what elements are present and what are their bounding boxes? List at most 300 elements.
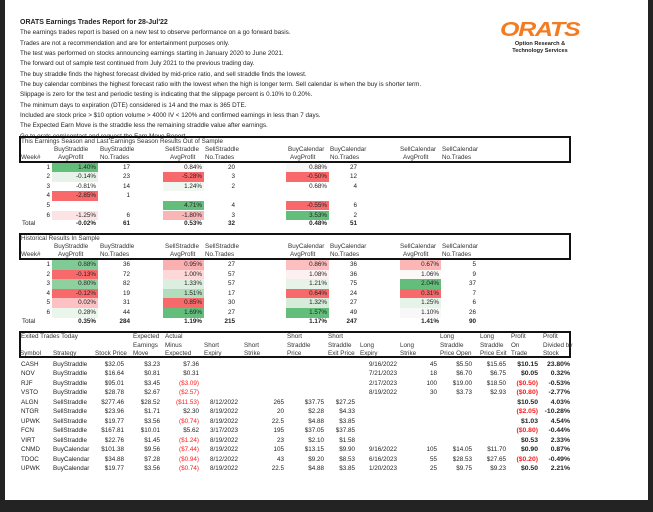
long-straddle-price-exit-cell <box>478 436 508 446</box>
intro-line: The buy straddle finds the highest forecast divided by mid-price ratio, and sell straddle finds the lowest. <box>20 70 307 78</box>
short-straddle-price-cell <box>287 388 326 398</box>
symbol-cell: NTGR <box>21 408 39 416</box>
column-header: No.Trades <box>442 154 472 161</box>
buy-calendar-avg-profit-cell: 1.08% <box>286 270 329 280</box>
week-number: 5 <box>46 201 50 209</box>
expected-move-cell: $9.56 <box>144 446 160 454</box>
symbol-cell: CASH <box>21 361 39 368</box>
week-number: 3 <box>46 280 50 288</box>
strategy-cell: SellStraddle <box>53 417 87 425</box>
long-strike-cell: 100 <box>426 379 437 387</box>
stock-price-cell: $34.88 <box>104 455 124 463</box>
buy-straddle-trades-cell <box>100 201 132 211</box>
column-header: Expected <box>133 333 160 340</box>
buy-straddle-avg-profit-cell: 0.28% <box>52 308 98 318</box>
sell-straddle-trades-cell: 3 <box>231 173 235 181</box>
actual-minus-expected-cell: $7.36 <box>183 361 199 368</box>
column-header: No.Trades <box>205 154 235 161</box>
sell-calendar-trades-cell: 37 <box>468 280 476 288</box>
sell-calendar-trades-cell: 5 <box>472 261 476 268</box>
profit-on-trade-cell: $1.03 <box>520 417 538 425</box>
column-header: SellCalendar <box>442 242 479 250</box>
sell-calendar-avg-profit-cell: 1.25% <box>400 298 441 308</box>
sell-calendar-trades-cell <box>442 201 478 211</box>
sell-straddle-trades-cell: 20 <box>227 163 235 171</box>
buy-calendar-avg-profit-cell: 0.64% <box>286 289 329 299</box>
symbol-cell: NOV <box>21 370 35 378</box>
long-expiry-cell <box>360 398 399 408</box>
strategy-cell: BuyStraddle <box>53 370 88 378</box>
buy-calendar-trades-cell: 4 <box>353 182 357 190</box>
stock-price-cell: $277.46 <box>101 398 124 406</box>
profit-divided-by-stock-cell: -2.77% <box>548 389 570 397</box>
long-strike-cell: 55 <box>429 455 437 463</box>
short-straddle-exit-price-cell: $3.85 <box>339 464 355 472</box>
intro-line: Go to orats.com\contact and request the Earn Move Report. <box>20 132 187 140</box>
actual-minus-expected-cell: ($0.74) <box>179 464 199 472</box>
sell-straddle-avg-profit-cell: 0.85% <box>163 298 204 308</box>
column-header: No.Trades <box>100 251 130 258</box>
stock-price-cell: $19.77 <box>104 464 124 472</box>
total-buy-straddle-avg-profit: -0.02% <box>76 220 96 228</box>
buy-straddle-avg-profit-cell: 0.88% <box>52 260 98 270</box>
buy-straddle-trades-cell: 31 <box>122 299 130 307</box>
strategy-cell: BuyCalendar <box>53 446 90 454</box>
buy-calendar-trades-cell: 36 <box>349 261 357 268</box>
column-header: AvgProfit <box>58 154 84 161</box>
buy-straddle-avg-profit-cell: -1.25% <box>52 211 98 221</box>
short-straddle-price-cell <box>287 379 326 389</box>
column-header: Stock <box>543 350 559 358</box>
expected-move-cell: $0.81 <box>144 370 160 378</box>
report-title: ORATS Earnings Trades Report for 28-Jul'22 <box>20 19 168 26</box>
column-header: Expiry <box>360 350 378 358</box>
sell-straddle-trades-cell: 30 <box>227 299 235 307</box>
buy-straddle-avg-profit-cell: -0.13% <box>52 270 98 280</box>
sell-calendar-trades-cell: 6 <box>472 299 476 307</box>
sell-calendar-avg-profit-cell <box>400 182 441 192</box>
week-number: 1 <box>46 163 50 171</box>
total-sell-calendar-avg-profit <box>400 219 441 229</box>
strategy-cell: SellStraddle <box>53 436 87 444</box>
long-straddle-price-exit-cell: $2.93 <box>490 389 506 397</box>
intro-line: The buy calendar combines the highest forecast ratio with the lowest when the high is longer term. Sell calendar is when the buy is shorter term. <box>20 81 422 89</box>
sell-straddle-avg-profit-cell: 4.71% <box>163 201 204 211</box>
intro-line: The earnings trades report is based on a new test to observe performance on a go forward basis. <box>20 29 291 37</box>
column-header: BuyCalendar <box>330 145 367 153</box>
profit-on-trade-cell: ($0.50) <box>516 379 538 387</box>
long-straddle-price-exit-cell: $9.23 <box>490 464 506 472</box>
symbol-cell: VIRT <box>21 436 36 444</box>
profit-on-trade-cell: ($0.20) <box>516 455 538 463</box>
sell-straddle-avg-profit-cell: 1.24% <box>163 182 204 192</box>
expected-move-cell: $3.56 <box>144 464 160 472</box>
profit-on-trade-cell: ($0.80) <box>516 389 538 397</box>
symbol-cell: VSTO <box>21 389 39 397</box>
buy-straddle-trades-cell: 82 <box>122 280 130 288</box>
sell-calendar-trades-cell <box>442 163 478 173</box>
profit-divided-by-stock-cell: 2.33% <box>550 436 570 444</box>
short-straddle-exit-price-cell: $3.85 <box>339 417 355 425</box>
buy-straddle-trades-cell: 19 <box>122 289 130 297</box>
sell-calendar-trades-cell: 26 <box>468 309 476 316</box>
short-straddle-price-cell: $37.75 <box>304 398 324 406</box>
long-expiry-cell: 6/16/2023 <box>368 455 397 463</box>
stock-price-cell: $23.96 <box>104 408 124 416</box>
long-straddle-price-open-cell <box>440 426 474 436</box>
column-header: SellCalendar <box>442 145 479 153</box>
sell-straddle-avg-profit-cell: 0.84% <box>163 163 204 173</box>
long-straddle-price-exit-cell <box>478 407 508 417</box>
column-header: Earnings <box>133 341 158 349</box>
column-header: On <box>511 341 520 349</box>
column-header: Strike <box>400 350 417 358</box>
column-header: Short <box>204 341 220 349</box>
column-header: No.Trades <box>330 251 360 258</box>
long-straddle-price-exit-cell: $15.65 <box>486 361 506 368</box>
intro-line: Slippage is zero for the test and periodic testing is indicating that the slippage percent is 0.10% to 0.20%. <box>20 91 313 99</box>
total-sell-straddle-trades: 215 <box>224 317 235 325</box>
short-strike-cell <box>250 369 286 379</box>
profit-divided-by-stock-cell: 0.87% <box>550 446 570 454</box>
long-expiry-cell: 7/21/2023 <box>368 370 397 378</box>
short-expiry-cell: 8/19/2022 <box>210 417 239 425</box>
long-strike-cell: 45 <box>429 361 437 368</box>
column-header: AvgProfit <box>290 154 316 161</box>
stock-price-cell: $16.64 <box>104 370 124 378</box>
sell-straddle-trades-cell <box>205 191 237 201</box>
expected-move-cell: $2.67 <box>144 389 160 397</box>
long-straddle-price-open-cell <box>440 398 474 408</box>
short-straddle-exit-price-cell: $4.33 <box>339 408 355 416</box>
long-straddle-price-open-cell: $28.53 <box>452 455 472 463</box>
total-sell-calendar-trades <box>442 219 478 229</box>
actual-minus-expected-cell: ($7.44) <box>179 446 199 454</box>
sell-straddle-trades-cell: 57 <box>227 280 235 288</box>
long-strike-cell: 25 <box>429 464 437 472</box>
buy-calendar-trades-cell: 27 <box>349 299 357 307</box>
column-header: Week# <box>21 251 41 258</box>
short-strike-cell: 22.5 <box>271 464 284 472</box>
buy-straddle-trades-cell: 23 <box>122 173 130 181</box>
long-strike-cell <box>405 398 439 408</box>
sell-calendar-avg-profit-cell: 2.04% <box>400 279 441 289</box>
long-straddle-price-exit-cell: $11.70 <box>487 446 506 454</box>
short-straddle-exit-price-cell: $1.58 <box>339 436 355 444</box>
actual-minus-expected-cell: ($2.57) <box>179 389 199 397</box>
long-expiry-cell: 9/16/2022 <box>368 446 397 454</box>
column-header: Symbol <box>20 350 41 358</box>
exited-trades-title: Exited Trades Today <box>21 333 78 340</box>
sell-straddle-trades-cell: 2 <box>231 182 235 190</box>
actual-minus-expected-cell: $0.31 <box>183 370 199 378</box>
sell-straddle-trades-cell: 3 <box>231 211 235 219</box>
week-number: 1 <box>46 261 50 268</box>
expected-move-cell: $3.23 <box>144 361 160 368</box>
sell-calendar-avg-profit-cell <box>400 172 441 182</box>
buy-calendar-avg-profit-cell: 0.68% <box>309 182 327 190</box>
long-straddle-price-open-cell: $19.00 <box>452 379 472 387</box>
sell-straddle-avg-profit-cell: 1.00% <box>163 270 204 280</box>
column-header: No.Trades <box>442 251 472 258</box>
actual-minus-expected-cell: $5.62 <box>183 427 199 435</box>
column-header: No.Trades <box>205 251 235 258</box>
profit-divided-by-stock-cell: 0.32% <box>550 370 570 378</box>
buy-calendar-trades-cell: 2 <box>353 211 357 219</box>
column-header: Price Exit <box>480 350 507 358</box>
sell-straddle-trades-cell: 27 <box>227 261 235 268</box>
long-strike-cell <box>405 417 439 427</box>
buy-calendar-avg-profit-cell: 1.32% <box>286 298 329 308</box>
long-strike-cell: 105 <box>426 446 437 454</box>
profit-on-trade-cell: $10.15 <box>517 361 538 368</box>
total-sell-calendar-avg-profit: 1.41% <box>421 317 439 325</box>
intro-line: Included are stock price > $10 option volume > 4000 IV < 120% and confirmed earnings in less than 7 days. <box>20 112 321 120</box>
buy-calendar-trades-cell: 49 <box>349 309 357 316</box>
stock-price-cell: $167.81 <box>101 427 124 435</box>
strategy-cell: BuyCalendar <box>53 464 90 472</box>
sell-straddle-avg-profit-cell: 1.69% <box>163 308 204 318</box>
symbol-cell: TDOC <box>21 455 39 463</box>
short-straddle-exit-price-cell: $9.90 <box>339 446 355 454</box>
column-header: Straddle <box>480 341 504 349</box>
strategy-cell: BuyStraddle <box>53 379 88 387</box>
column-header: AvgProfit <box>290 251 316 258</box>
intro-line: The Expected Earn Move is the straddle less the remaining straddle value after earnings. <box>20 122 268 130</box>
column-header: AvgProfit <box>170 251 196 258</box>
profit-divided-by-stock-cell: -0.49% <box>548 455 570 463</box>
buy-calendar-trades-cell: 36 <box>349 270 357 278</box>
actual-minus-expected-cell: ($1.24) <box>179 436 199 444</box>
logo-subtitle-1: Option Research & <box>514 41 566 47</box>
short-straddle-price-cell: $2.28 <box>308 408 324 416</box>
buy-calendar-trades-cell: 27 <box>349 163 357 171</box>
long-expiry-cell <box>360 407 399 417</box>
long-straddle-price-exit-cell: $27.65 <box>486 455 506 463</box>
sell-calendar-trades-cell <box>442 191 478 201</box>
short-strike-cell <box>250 379 286 389</box>
out_of_sample-title: This Earnings Season and Last Earnings Season Results Out of Sample <box>21 138 223 145</box>
profit-on-trade-cell: ($2.05) <box>516 408 538 416</box>
long-straddle-price-open-cell: $5.50 <box>456 361 472 368</box>
logo-subtitle-2: Technology Services <box>512 47 568 54</box>
sell-straddle-avg-profit-cell: 0.95% <box>163 260 204 270</box>
sell-calendar-avg-profit-cell: 0.31% <box>400 289 441 299</box>
buy-straddle-avg-profit-cell: 0.80% <box>52 279 98 289</box>
column-header: Long <box>480 333 495 340</box>
stock-price-cell: $19.77 <box>104 417 124 425</box>
total-buy-calendar-trades: 247 <box>346 317 357 325</box>
long-straddle-price-exit-cell: $6.75 <box>490 370 506 378</box>
expected-move-cell: $3.56 <box>144 417 160 425</box>
column-header: SellStraddle <box>165 145 199 153</box>
sell-straddle-trades-cell: 57 <box>227 270 235 278</box>
column-header: Short <box>287 333 303 340</box>
stock-price-cell: $22.76 <box>104 436 124 444</box>
column-header: SellCalendar <box>400 145 437 153</box>
short-straddle-price-cell: $4.88 <box>308 464 324 472</box>
long-straddle-price-open-cell <box>440 407 474 417</box>
total-sell-calendar-trades: 90 <box>468 317 476 325</box>
column-header: AvgProfit <box>170 154 196 161</box>
profit-on-trade-cell: ($0.80) <box>516 427 538 435</box>
strategy-cell: SellStraddle <box>53 427 87 435</box>
buy-calendar-avg-profit-cell: 3.53% <box>286 211 329 221</box>
long-straddle-price-exit-cell: $18.50 <box>486 379 506 387</box>
profit-divided-by-stock-cell: -0.53% <box>548 379 570 387</box>
profit-on-trade-cell: $0.50 <box>520 464 538 472</box>
buy-straddle-avg-profit-cell: 0.02% <box>52 298 98 308</box>
buy-calendar-avg-profit-cell: 1.21% <box>286 279 329 289</box>
expected-move-cell: $1.45 <box>144 436 160 444</box>
stock-price-cell: $28.78 <box>104 389 124 397</box>
column-header: SellStraddle <box>205 242 239 250</box>
intro-line: The test was performed on stocks announcing earnings starting in January 2020 to June 2021. <box>20 50 284 58</box>
short-expiry-cell <box>208 369 244 379</box>
profit-divided-by-stock-cell: 4.03% <box>550 398 570 406</box>
buy-straddle-avg-profit-cell: 1.40% <box>52 163 98 173</box>
profit-divided-by-stock-cell: 23.80% <box>546 361 570 368</box>
short-straddle-exit-price-cell: $27.25 <box>335 398 355 406</box>
long-expiry-cell: 8/19/2022 <box>368 389 397 397</box>
logo-mark: ORATS <box>500 19 580 41</box>
long-expiry-cell: 1/20/2023 <box>368 464 397 472</box>
profit-on-trade-cell: $10.50 <box>517 398 538 406</box>
strategy-cell: SellStraddle <box>53 398 87 406</box>
actual-minus-expected-cell: ($0.94) <box>179 455 199 463</box>
short-straddle-exit-price-cell <box>327 379 357 389</box>
profit-divided-by-stock-cell: 2.21% <box>550 464 570 472</box>
expected-move-cell: $3.45 <box>144 379 160 387</box>
long-straddle-price-exit-cell <box>478 426 508 436</box>
total-buy-calendar-trades: 51 <box>349 220 357 228</box>
long-expiry-cell <box>360 417 399 427</box>
short-expiry-cell: 8/19/2022 <box>210 446 239 454</box>
total-label: Total <box>22 220 36 228</box>
column-header: Short <box>244 341 260 349</box>
sell-calendar-avg-profit-cell: 0.67% <box>400 260 441 270</box>
sell-straddle-avg-profit-cell: -5.28% <box>163 172 204 182</box>
strategy-cell: SellStraddle <box>53 408 87 416</box>
week-number: 4 <box>46 289 50 297</box>
short-straddle-price-cell: $13.15 <box>304 446 324 454</box>
symbol-cell: RJF <box>21 379 33 387</box>
short-strike-cell: 265 <box>273 398 284 406</box>
short-straddle-exit-price-cell <box>327 369 357 379</box>
long-straddle-price-open-cell <box>440 436 474 446</box>
sell-calendar-avg-profit-cell: 1.06% <box>400 270 441 280</box>
short-straddle-price-cell <box>287 360 326 370</box>
sell-straddle-avg-profit-cell: -1.80% <box>163 211 204 221</box>
column-header: Move <box>133 350 149 358</box>
long-straddle-price-exit-cell <box>478 398 508 408</box>
column-header: Price Open <box>440 350 472 358</box>
column-header: BuyStraddle <box>100 145 135 153</box>
short-expiry-cell: 8/19/2022 <box>210 436 239 444</box>
column-header: No.Trades <box>100 154 130 161</box>
buy-calendar-trades-cell: 24 <box>349 289 357 297</box>
short-expiry-cell: 3/17/2023 <box>210 427 239 435</box>
actual-minus-expected-cell: ($0.74) <box>179 417 199 425</box>
buy-calendar-avg-profit-cell: -0.50% <box>286 172 329 182</box>
total-buy-calendar-avg-profit: 0.48% <box>309 220 327 228</box>
total-buy-straddle-trades: 61 <box>122 220 130 228</box>
long-expiry-cell <box>360 426 399 436</box>
week-number: 3 <box>46 182 50 190</box>
column-header: Long <box>360 341 375 349</box>
column-header: Strike <box>244 350 261 358</box>
symbol-cell: FCN <box>21 427 34 435</box>
column-header: Exit Price <box>328 350 355 358</box>
column-header: No.Trades <box>330 154 360 161</box>
expected-move-cell: $7.28 <box>144 455 160 463</box>
short-expiry-cell: 8/12/2022 <box>210 398 239 406</box>
buy-straddle-trades-cell: 1 <box>126 192 130 200</box>
buy-straddle-avg-profit-cell <box>52 201 98 211</box>
sell-calendar-trades-cell: 7 <box>472 289 476 297</box>
strategy-cell: BuyCalendar <box>53 455 90 463</box>
column-header: AvgProfit <box>403 154 429 161</box>
buy-calendar-avg-profit-cell: 0.88% <box>286 163 329 173</box>
long-expiry-cell <box>360 436 399 446</box>
column-header: Straddle <box>328 341 352 349</box>
short-expiry-cell: 8/19/2022 <box>210 464 239 472</box>
stock-price-cell: $95.01 <box>104 379 124 387</box>
buy-calendar-avg-profit-cell: 0.86% <box>286 260 329 270</box>
symbol-cell: CNMD <box>21 446 40 454</box>
short-straddle-exit-price-cell <box>327 360 357 370</box>
buy-calendar-trades-cell: 12 <box>349 173 357 181</box>
column-header: Short <box>328 333 344 340</box>
sell-calendar-avg-profit-cell <box>400 201 441 211</box>
week-number: 6 <box>46 211 50 219</box>
column-header: Actual <box>165 333 183 340</box>
column-header: AvgProfit <box>58 251 84 258</box>
actual-minus-expected-cell: $2.30 <box>183 408 199 416</box>
sell-straddle-trades-cell: 4 <box>231 201 235 209</box>
strategy-cell: BuyStraddle <box>53 389 88 397</box>
column-header: BuyCalendar <box>288 242 325 250</box>
week-number: 2 <box>46 270 50 278</box>
buy-straddle-trades-cell: 44 <box>122 309 130 316</box>
symbol-cell: UPWK <box>21 417 40 425</box>
short-expiry-cell <box>208 379 244 389</box>
sell-calendar-avg-profit-cell: 1.10% <box>400 308 441 318</box>
column-header: Long <box>440 333 455 340</box>
short-expiry-cell: 8/12/2022 <box>210 455 239 463</box>
week-number: 4 <box>46 192 50 200</box>
column-header: Straddle <box>287 341 311 349</box>
buy-straddle-avg-profit-cell: -0.12% <box>52 289 98 299</box>
profit-on-trade-cell: $0.53 <box>520 436 538 444</box>
long-strike-cell <box>405 436 439 446</box>
long-expiry-cell: 2/17/2023 <box>368 379 397 387</box>
short-expiry-cell <box>208 360 244 370</box>
column-header: Expiry <box>204 350 222 358</box>
total-sell-straddle-avg-profit: 1.19% <box>184 317 202 325</box>
short-straddle-price-cell <box>287 369 326 379</box>
profit-on-trade-cell: $0.90 <box>520 446 538 454</box>
short-strike-cell: 43 <box>276 455 284 463</box>
column-header: BuyStraddle <box>54 242 89 250</box>
total-buy-straddle-avg-profit: 0.35% <box>78 317 96 325</box>
column-header: Profit <box>543 333 558 340</box>
column-header: Minus <box>165 341 182 349</box>
column-header: Profit <box>511 333 526 340</box>
symbol-cell: UPWK <box>21 464 40 472</box>
buy-calendar-trades-cell: 75 <box>349 280 357 288</box>
long-straddle-price-open-cell: $6.70 <box>456 370 472 378</box>
